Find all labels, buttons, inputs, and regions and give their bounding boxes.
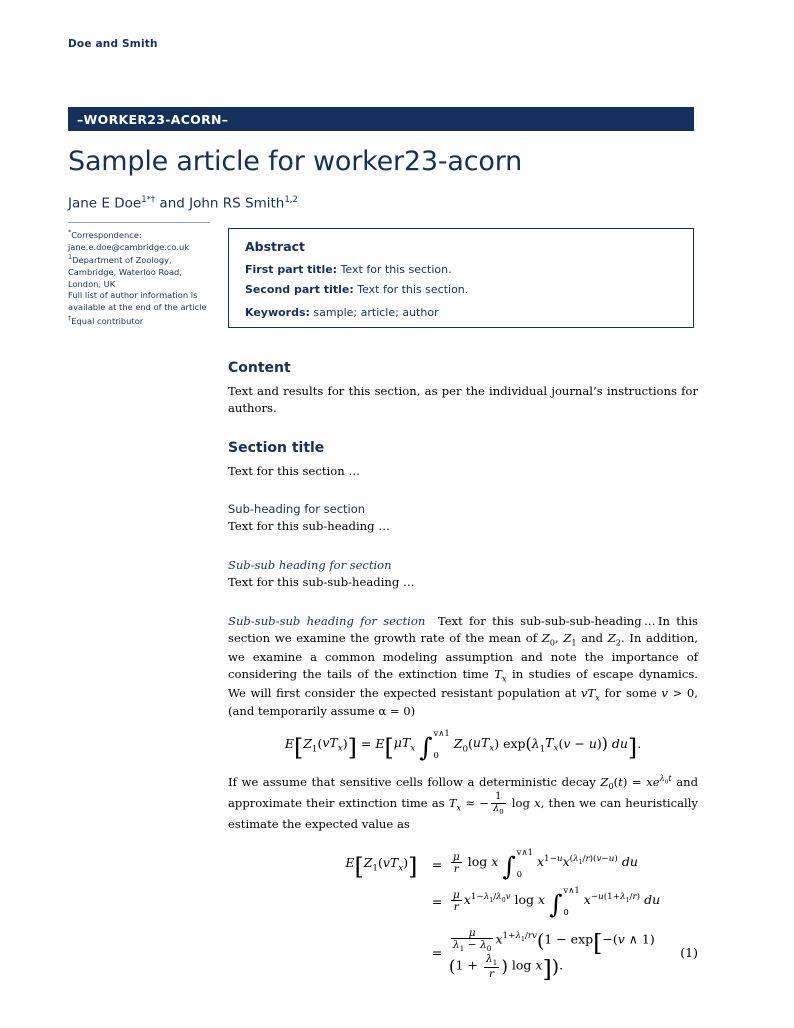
- abstract-box: [228, 228, 694, 328]
- full-list-line-2: available at the end of the article: [68, 302, 207, 313]
- paragraph-content: Text and results for this section, as per the individual journal’s instructions for authors.: [228, 384, 698, 416]
- paragraph-sub-sub-sub: Sub-sub-sub heading for section Text for this sub-sub-sub-heading … In this section we examine the growth rate of the mean of $Z_0$, $Z_1$ and $Z_2$. In addition, we examine a common modeling assumption and note the importance of considering the tails of the extinction time $T_x$ in studies of escape dynamics. We will first consider the expected resistant population at $vT_x$ for some v > 0, (and temporarily assume α = 0): [228, 613, 698, 719]
- author-list: [68, 195, 708, 212]
- heading-sub: Sub-heading for section: [228, 502, 366, 517]
- sidebar-divider: [68, 222, 210, 223]
- author-sup-1: 1*†: [141, 195, 156, 205]
- equation-display-1: $E[Z_1(vT_x)] = E[\mu T_x$ ∫ v∧1 0 $Z_0(uT_x) \exp(\lambda_1T_x(v - u))$ du].: [284, 727, 642, 764]
- page-title: Sample article for worker23-acorn: [68, 146, 523, 177]
- paragraph-sub: Text for this sub-heading …: [228, 519, 390, 534]
- paragraph-section: Text for this section …: [228, 463, 360, 478]
- affiliation-line-2: Cambridge, Waterloo Road,: [68, 266, 182, 277]
- equation-row: $E[Z_1(vT_x)]$ = $\frac{\mu}{r}$ log x ∫ v∧1 0 $x^{1-u}x^{(\lambda_1/r)(v-u)}$ du: [345, 846, 638, 883]
- equation-number: (1): [680, 945, 698, 961]
- abstract-heading: Abstract: [245, 239, 306, 254]
- equation-row: = $\frac{\mu}{r}$ $x^{1-\lambda_1/\lambda_0v}$ log x ∫ v∧1 0 $x^{-u(1+\lambda_1/r)}$ du: [431, 884, 661, 920]
- author-name-1: Jane E Doe: [68, 195, 142, 212]
- affiliation-line-1: $^1$Department of Zoology,: [68, 253, 172, 266]
- abstract-keywords: Keywords: sample; article; author: [245, 306, 439, 319]
- paragraph-sub-sub: Text for this sub-sub-heading …: [228, 574, 415, 589]
- author-sup-2: 1,2: [284, 195, 298, 205]
- heading-sub-sub: Sub-sub heading for section: [228, 557, 392, 572]
- author-name-2: John RS Smith: [189, 195, 285, 212]
- correspondence-email[interactable]: jane.e.doe@cambridge.co.uk: [68, 241, 190, 252]
- main-column: [228, 360, 698, 985]
- running-head: Doe and Smith: [68, 38, 158, 50]
- abstract-part-2: Second part title: Text for this section.: [245, 283, 469, 296]
- author-conjunction: and: [155, 195, 190, 212]
- abstract-part-1: First part title: Text for this section.: [245, 263, 452, 276]
- equal-contributor-note: †Equal contributor: [68, 314, 144, 326]
- journal-banner: [68, 107, 694, 131]
- journal-banner-label: –WORKER23-ACORN–: [77, 112, 229, 127]
- heading-section-title: Section title: [228, 439, 325, 456]
- correspondence-label: *Correspondence:: [68, 228, 142, 240]
- affiliation-line-3: London, UK: [68, 278, 116, 289]
- paragraph-after-equation: If we assume that sensitive cells follow a deterministic decay $Z_0(t) = xe^{\lambda_0t}$ and approximate their extinction time as $T_x$ ≈ − $\frac{1}{\lambda_0}$ log x, then we can heuristically estimate the expected value as: [228, 772, 698, 831]
- equation-row: = $\frac{\mu}{\lambda_1 - \lambda_0}$ $x^{1+\lambda_1/rv}(1 - \exp[-(v$ ∧ 1)(1 + $\frac{\lambda_1}{r}$ ) log x]). (1): [228, 921, 698, 985]
- heading-sub-sub-sub: Sub-sub-sub heading for section: [228, 613, 426, 628]
- heading-content: Content: [228, 360, 291, 376]
- equation-display-2: [228, 845, 698, 985]
- full-list-line-1: Full list of author information is: [68, 290, 198, 301]
- sidebar-author-info: [68, 228, 214, 328]
